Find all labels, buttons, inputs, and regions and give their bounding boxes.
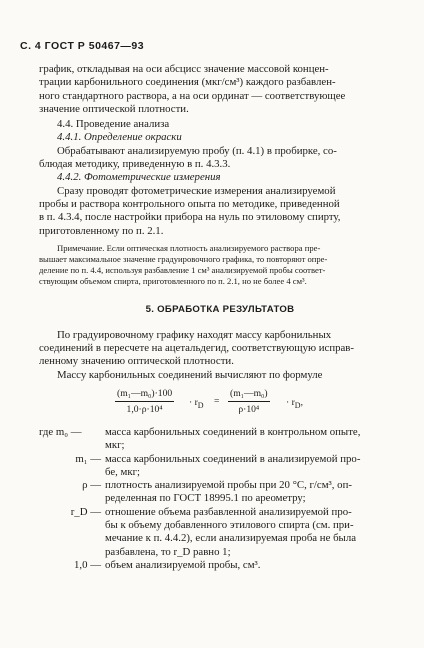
definition-symbol: 1,0 — [74, 558, 101, 571]
text-line: пробы и раствора контрольного опыта по методике, приведенной [39, 197, 340, 210]
definition-text: объем анализируемой пробы, см³. [105, 558, 261, 571]
formula-multiplier-1: · $r_D$ [189, 396, 204, 410]
definitions-list [39, 426, 401, 572]
formula-fraction-1 [115, 387, 174, 417]
text-line: блюдая методику, приведенную в п. 4.3.3. [39, 158, 231, 171]
text-line: Обрабатывают анализируемую пробу (п. 4.1) в пробирке, со- [57, 144, 337, 157]
text-line: трации карбонильного соединения (мкг/см³) каждого разбавлен- [39, 76, 336, 89]
page-content [39, 63, 401, 572]
definition-row [39, 453, 401, 480]
formula-multiplier-2: · $r_D$, [286, 396, 303, 410]
page-header: С. 4 ГОСТ Р 50467—93 [20, 40, 145, 52]
definition-text: масса карбонильных соединений в анализируемой про- бе, мкг; [105, 452, 361, 478]
text-line: ного стандартного раствора, а на оси ординат — соответствующее [39, 89, 346, 102]
formula-numerator-1: (m₁—m₀)·100 [115, 387, 174, 402]
definition-text: масса карбонильных соединений в контрольном опыте, мкг; [105, 425, 361, 452]
text-line: приготовленному по п. 2.1. [39, 224, 164, 237]
note-line: вышает максимальное значение градуировочного графика, то повторяют опре- [39, 253, 328, 264]
formula-fraction-2 [228, 387, 270, 417]
paragraph-4-4-2 [39, 185, 401, 238]
formula-equals: = [214, 395, 220, 407]
definition-symbol: где m₀ — [39, 425, 82, 438]
definition-text: плотность анализируемой пробы при 20 °С, г/см³, оп- ределенная по ГОСТ 18995.1 по ареометру; [105, 479, 352, 505]
formula-denominator-2: ρ·10⁴ [238, 404, 260, 416]
formula [39, 384, 401, 420]
text-line: По градуировочному графику находят массу карбонильных [57, 328, 332, 341]
formula-numerator-2: (m₁—m₀) [228, 387, 270, 402]
section-5-title: 5. ОБРАБОТКА РЕЗУЛЬТАТОВ [145, 304, 295, 316]
definition-row [39, 479, 401, 506]
paragraph-5 [39, 329, 401, 369]
text-line: значение оптической плотности. [39, 102, 189, 115]
definition-row [39, 426, 401, 453]
definition-symbol: r_D — [70, 505, 101, 518]
text-line: в п. 4.3.4, после настройки прибора на нуль по этиловому спирту, [39, 211, 341, 224]
paragraph-4-4-1 [39, 145, 401, 172]
definition-symbol: ρ — [82, 479, 101, 492]
paragraph-5-formula-intro: Массу карбонильных соединений вычисляют по формуле [57, 368, 323, 381]
text-line: соединений в пересчете на ацетальдегид, соответствующую исправ- [39, 342, 355, 355]
definition-symbol: m₁ — [75, 452, 101, 465]
definition-text: отношение объема разбавленной анализируемой про- бы к объему добавленного этилового спирта (см. при- мечание к п. 4.4.2), если анализируемая проба не была разбавлена, то r_D равно 1; [105, 505, 356, 558]
text-line: график, откладывая на оси абсцисс значение массовой концен- [39, 63, 329, 75]
intro-paragraph [39, 63, 401, 116]
note-line: деление по п. 4.4, используя разбавление 1 см³ анализируемой пробы соответ- [39, 264, 326, 275]
definition-row [39, 506, 401, 559]
text-line: Сразу проводят фотометрические измерения анализируемой [57, 184, 336, 197]
note-paragraph [39, 243, 401, 287]
section-4-4-heading: 4.4. Проведение анализа [57, 118, 170, 131]
formula-denominator-1: 1,0·ρ·10⁴ [126, 404, 163, 416]
definition-row [39, 559, 401, 572]
note-line: ствующим объемом спирта, приготовленного по п. 2.1, но не более 4 см³. [39, 275, 307, 286]
note-line: Примечание. Если оптическая плотность анализируемого раствора пре- [57, 242, 321, 253]
section-4-4-2-heading: 4.4.2. Фотометрические измерения [57, 171, 221, 184]
text-line: ленному значению оптической плотности. [39, 355, 234, 368]
section-4-4-1-heading: 4.4.1. Определение окраски [57, 131, 182, 144]
